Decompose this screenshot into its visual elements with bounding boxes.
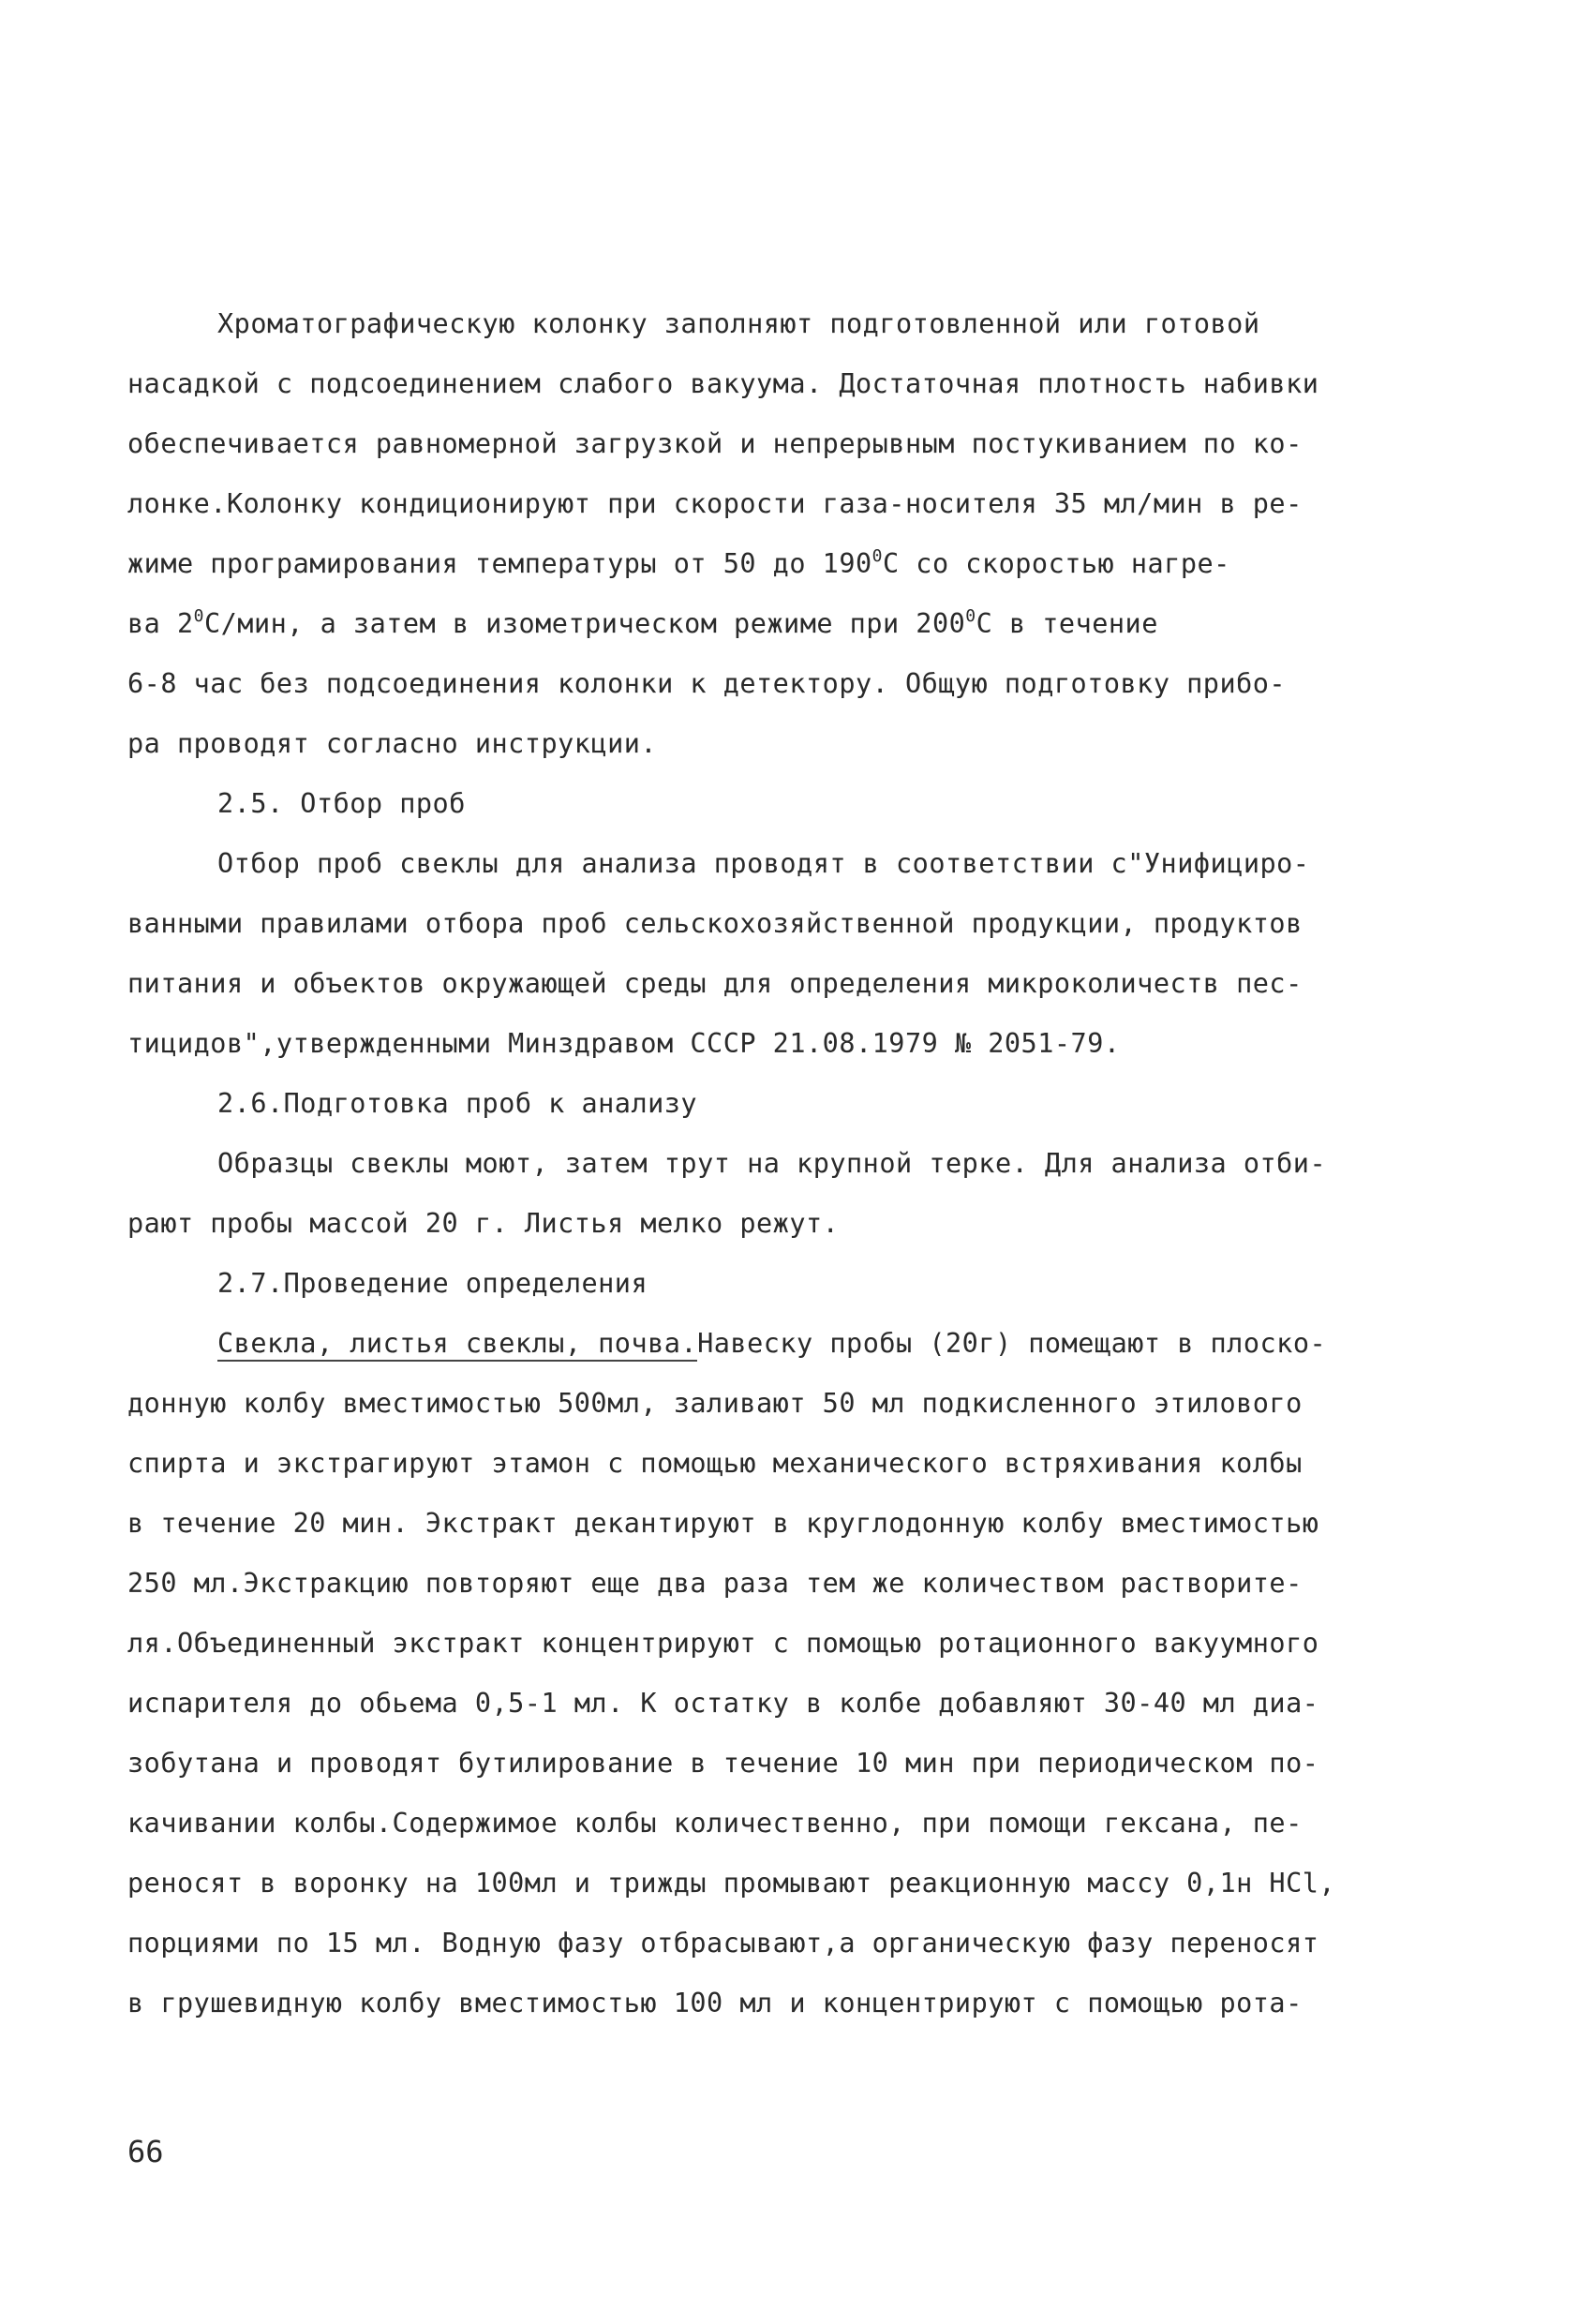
section-heading: 2.5. Отбор проб — [217, 788, 466, 819]
paragraph-line: реносят в воронку на 100мл и трижды промывают реакционную массу 0,1н HCl, — [127, 1868, 1336, 1899]
paragraph-line: в течение 20 мин. Экстракт декантируют в круглодонную колбу вместимостью — [127, 1508, 1319, 1539]
paragraph-line: ва $2^0С$/мин, а затем в изометрическом режиме при $200^0С$ в течение — [127, 606, 1158, 639]
paragraph-line: лонке.Колонку кондиционируют при скорости газа-носителя 35 мл/мин в ре- — [127, 488, 1303, 519]
paragraph-line: Свекла, листья свеклы, почва.Навеску пробы (20г) помещают в плоско- — [217, 1325, 1326, 1363]
paragraph-line: порциями по 15 мл. Водную фазу отбрасывают,а органическую фазу переносят — [127, 1928, 1319, 1959]
paragraph-line: Хроматографическую колонку заполняют подготовленной или готовой — [217, 308, 1260, 339]
paragraph-line: ванными правилами отбора проб сельскохозяйственной продукции, продуктов — [127, 908, 1303, 939]
paragraph-line: донную колбу вместимостью 500мл, заливают 50 мл подкисленного этилового — [127, 1388, 1303, 1419]
page-number: 66 — [127, 2134, 164, 2169]
paragraph-line: ра проводят согласно инструкции. — [127, 728, 658, 759]
paragraph-line: ля.Объединенный экстракт концентрируют с помощью ротационного вакуумного — [127, 1628, 1319, 1659]
underlined-subject: Свекла, листья свеклы, почва. — [217, 1328, 697, 1362]
paragraph-line: Отбор проб свеклы для анализа проводят в соответствии с"Унифициро- — [217, 848, 1310, 879]
section-heading: 2.6.Подготовка проб к анализу — [217, 1088, 698, 1119]
paragraph-line: рают пробы массой 20 г. Листья мелко режут. — [127, 1208, 840, 1239]
paragraph-line: испарителя до обьема 0,5-1 мл. К остатку в колбе добавляют 30-40 мл диа- — [127, 1688, 1319, 1719]
paragraph-line: 250 мл.Экстракцию повторяют еще два раза тем же количеством растворите- — [127, 1568, 1303, 1599]
paragraph-line: 6-8 час без подсоединения колонки к детектору. Общую подготовку прибо- — [127, 668, 1287, 699]
paragraph-line: зобутана и проводят бутилирование в течение 10 мин при периодическом по- — [127, 1748, 1319, 1779]
paragraph-line: питания и объектов окружающей среды для определения микроколичеств пес- — [127, 968, 1303, 999]
section-heading: 2.7.Проведение определения — [217, 1268, 648, 1299]
paragraph-line: насадкой с подсоединением слабого вакуума. Достаточная плотность набивки — [127, 368, 1319, 399]
paragraph-line: жиме програмирования температуры от 50 до $190^0С$ со скоростью нагре- — [127, 546, 1230, 579]
paragraph-line: обеспечивается равномерной загрузкой и непрерывным постукиванием по ко- — [127, 428, 1303, 459]
paragraph-line: спирта и экстрагируют этамон с помощью механического встряхивания колбы — [127, 1448, 1303, 1479]
paragraph-line: в грушевидную колбу вместимостью 100 мл и концентрируют с помощью рота- — [127, 1988, 1303, 2019]
paragraph-line: качивании колбы.Содержимое колбы количественно, при помощи гексана, пе- — [127, 1808, 1303, 1839]
paragraph-line: Образцы свеклы моют, затем трут на крупной терке. Для анализа отби- — [217, 1148, 1327, 1179]
paragraph-line: тицидов",утвержденными Минздравом СССР 21.08.1979 № 2051-79. — [127, 1028, 1121, 1059]
